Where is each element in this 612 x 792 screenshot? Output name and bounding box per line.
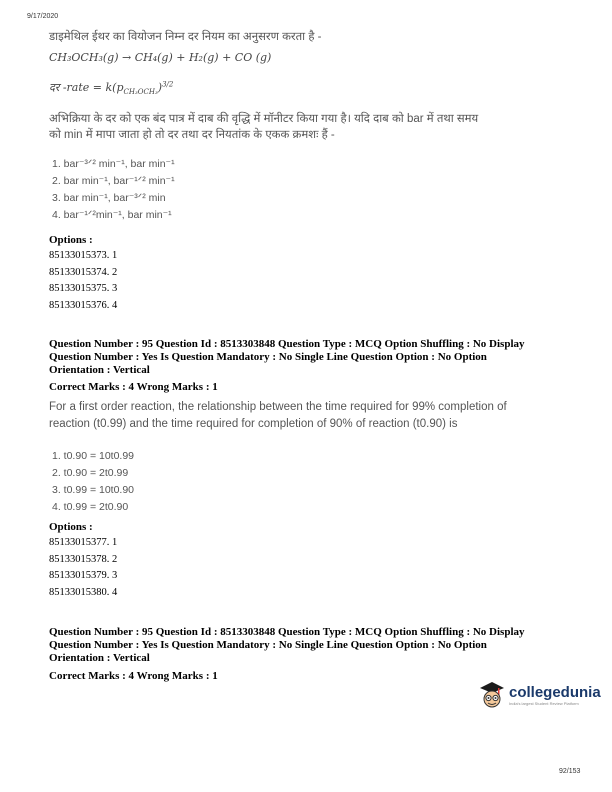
page-number: 92/153 xyxy=(559,768,581,775)
options-label: Options : xyxy=(49,234,93,246)
option-id: 85133015378. 2 xyxy=(49,553,118,565)
option-ids xyxy=(49,535,117,601)
option-id: 85133015373. 1 xyxy=(49,250,118,261)
graduate-mascot-icon xyxy=(478,680,506,710)
print-date: 9/17/2020 xyxy=(27,13,59,20)
options-label: Options : xyxy=(49,521,93,533)
rate-law-prefix: दर -rate = k(p xyxy=(49,81,124,94)
choice-item: 2. bar min⁻¹, bar⁻¹ᐟ² min⁻¹ xyxy=(52,175,175,187)
choice-item: 4. bar⁻¹ᐟ²min⁻¹, bar min⁻¹ xyxy=(52,209,172,221)
choice-item: 3. t0.99 = 10t0.90 xyxy=(52,484,135,496)
option-ids xyxy=(49,248,117,314)
choice-item: 1. t0.90 = 10t0.99 xyxy=(52,450,135,462)
question-meta-line-3: Orientation : Vertical xyxy=(49,364,150,376)
question-meta-line-1: Question Number : 95 Question Id : 8513303848 Question Type : MCQ Option Shuffling : No Display xyxy=(49,338,525,350)
choice-item: 2. t0.90 = 2t0.99 xyxy=(52,467,129,479)
option-id: 85133015376. 4 xyxy=(49,299,118,311)
question-meta-line-2: Question Number : Yes Is Question Mandatory : No Single Line Question Option : No Option xyxy=(49,351,487,363)
choice-item: 1. bar⁻³ᐟ² min⁻¹, bar min⁻¹ xyxy=(52,158,175,170)
question-meta-line-1: Question Number : 95 Question Id : 8513303848 Question Type : MCQ Option Shuffling : No Display xyxy=(49,626,525,638)
option-id: 85133015380. 4 xyxy=(49,586,118,598)
choice-item: 3. bar min⁻¹, bar⁻³ᐟ² min xyxy=(52,192,166,204)
question-meta-line-2: Question Number : Yes Is Question Mandatory : No Single Line Question Option : No Option xyxy=(49,639,487,651)
rate-law xyxy=(49,80,173,96)
choice-item: 4. t0.99 = 2t0.90 xyxy=(52,501,129,513)
choice-list xyxy=(52,450,134,514)
question-text-line-1: For a first order reaction, the relationship between the time required for 99% completion of xyxy=(49,401,507,413)
option-id: 85133015374. 2 xyxy=(49,266,118,278)
question-text-line-2: reaction (t0.99) and the time required for completion of 90% of reaction (t0.90) is xyxy=(49,418,458,430)
logo-tagline: India's largest Student Review Platform xyxy=(509,701,579,706)
option-id: 85133015379. 3 xyxy=(49,570,118,581)
logo-wordmark: collegedunia xyxy=(509,684,601,701)
question-intro-hindi: डाइमेथिल ईथर का वियोजन निम्न दर नियम का अनुसरण करता है - xyxy=(49,31,322,43)
marks-line: Correct Marks : 4 Wrong Marks : 1 xyxy=(49,670,218,682)
reaction-equation: CH₃OCH₃(g) → CH₄(g) + H₂(g) + CO (g) xyxy=(49,51,272,64)
rate-law-exponent: 3/2 xyxy=(162,80,174,89)
option-id: 85133015375. 3 xyxy=(49,283,118,294)
option-id: 85133015377. 1 xyxy=(49,537,118,548)
rate-law-suffix: ) xyxy=(157,81,163,94)
marks-line: Correct Marks : 4 Wrong Marks : 1 xyxy=(49,381,218,393)
choice-list xyxy=(52,158,175,222)
question-meta-line-3: Orientation : Vertical xyxy=(49,652,150,664)
rate-law-subscript: CH₃OCH₃ xyxy=(123,88,158,97)
question-text-line-2: को min में मापा जाता हो तो दर तथा दर नियतांक के एकक क्रमशः हैं - xyxy=(49,129,335,141)
question-text-line-1: अभिक्रिया के दर को एक बंद पात्र में दाब की वृद्धि में मॉनीटर किया गया है। यदि दाब को bar में तथा समय xyxy=(49,113,479,125)
collegedunia-logo xyxy=(478,680,601,710)
